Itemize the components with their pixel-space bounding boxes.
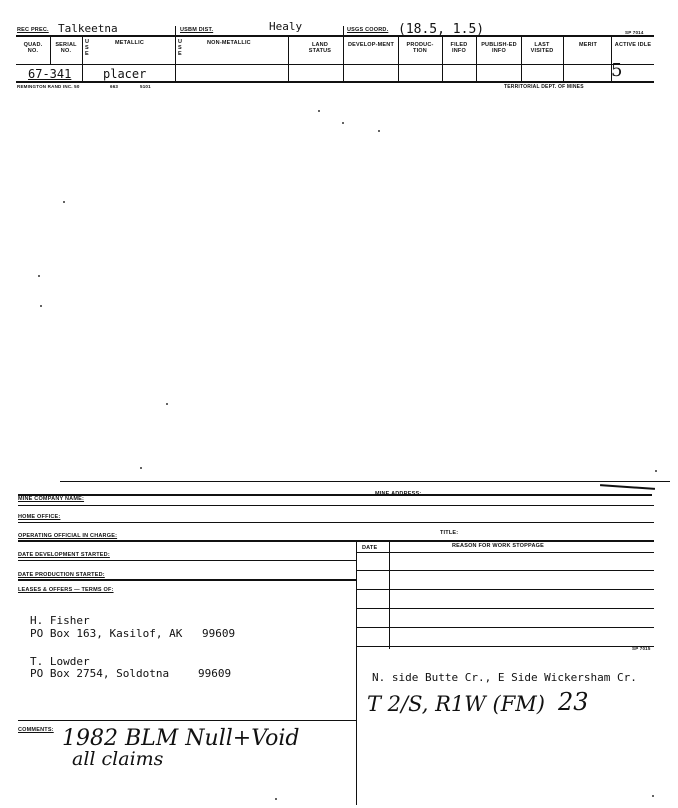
col-non-metallic: NON-METALLIC [207, 40, 251, 46]
scan-speck [378, 130, 380, 132]
table-rule [357, 608, 654, 609]
rec-prec-label: REC PREC. [17, 27, 49, 33]
scan-speck [63, 201, 65, 203]
divider [82, 36, 83, 81]
scan-speck [275, 798, 277, 800]
rule [18, 560, 356, 561]
col-quad-no: QUAD. NO. [23, 42, 43, 54]
rule [18, 522, 654, 523]
top-rule [16, 35, 654, 37]
divider [288, 36, 289, 81]
owner-1-zip: 99609 [202, 627, 236, 640]
footer-left: REMINGTON RAND INC. 50 [17, 84, 80, 89]
scan-speck [655, 470, 657, 472]
usgs-coord-label: USGS COORD. [347, 27, 389, 33]
reason-col-label: REASON FOR WORK STOPPAGE [452, 543, 544, 549]
owner-2-name: T. Lowder [30, 655, 90, 668]
col-filed-info: FILED INFO [450, 42, 468, 54]
scribble-line [600, 484, 655, 490]
mid-rule [16, 64, 654, 65]
location-note: N. side Butte Cr., E Side Wickersham Cr. [372, 671, 637, 684]
form-code-bottom: SP 7015 [632, 646, 651, 651]
date-col-divider [389, 541, 390, 649]
footer-mid-1: 663 [110, 84, 119, 89]
col-production: PRODUC-TION [406, 42, 434, 54]
col-use-1: U S E [85, 39, 90, 57]
rule [18, 579, 356, 581]
divider [521, 36, 522, 81]
rule [18, 505, 654, 506]
active-idle-value: 5 [611, 60, 623, 81]
col-development: DEVELOP-MENT [347, 42, 395, 48]
bottom-card-top-rule [60, 481, 670, 482]
mine-address-label: MINE ADDRESS: [375, 491, 422, 497]
usgs-coord-value: (18.5, 1.5) [398, 22, 485, 37]
township-note: T 2/S, R1W (FM) [367, 692, 545, 716]
company-rule [18, 494, 652, 496]
col-serial-no: SERIAL NO. [55, 42, 77, 54]
table-rule [357, 646, 654, 647]
title-label: TITLE: [440, 530, 459, 536]
col-active-idle: ACTIVE IDLE [614, 42, 652, 48]
col-published-info: PUBLISH-ED INFO [481, 42, 517, 54]
scan-speck [342, 122, 344, 124]
bottom-rule [16, 81, 654, 83]
table-rule [357, 570, 654, 571]
rule [18, 720, 356, 721]
col-use-2: U S E [178, 39, 183, 57]
quad-serial-value: 67-341 [28, 67, 72, 81]
date-col-label: DATE [362, 545, 378, 551]
scan-speck [38, 275, 40, 277]
township-num: 23 [558, 688, 589, 716]
col-last-visited: LAST VISITED [530, 42, 554, 54]
table-rule [357, 627, 654, 628]
table-rule [357, 552, 654, 553]
divider [442, 36, 443, 81]
owner-1-address: PO Box 163, Kasilof, AK [30, 627, 183, 640]
divider [398, 36, 399, 81]
scan-speck [40, 305, 42, 307]
leases-label: LEASES & OFFERS — TERMS OF: [18, 587, 114, 593]
comment-line-2: all claims [72, 748, 164, 770]
scan-speck [140, 467, 142, 469]
rec-prec-value: Talkeetna [58, 22, 118, 35]
owner-2-address: PO Box 2754, Soldotna [30, 667, 170, 680]
operating-official-label: OPERATING OFFICIAL IN CHARGE: [18, 533, 118, 539]
mine-company-name-label: MINE COMPANY NAME: [18, 496, 85, 502]
col-land-status: LAND STATUS [308, 42, 332, 54]
divider [563, 36, 564, 81]
col-merit: MERIT [578, 42, 598, 48]
home-office-label: HOME OFFICE: [18, 514, 61, 520]
center-divider [356, 541, 357, 805]
form-code-top: SP 7014 [625, 30, 644, 35]
scan-speck [166, 403, 168, 405]
scan-speck [318, 110, 320, 112]
footer-right: TERRITORIAL DEPT. OF MINES [504, 84, 584, 90]
usbm-dist-label: USBM DIST. [180, 27, 214, 33]
owner-2-zip: 99609 [198, 667, 232, 680]
owner-1-name: H. Fisher [30, 614, 90, 627]
date-dev-started-label: DATE DEVELOPMENT STARTED: [18, 552, 110, 558]
metallic-value: placer [103, 67, 147, 81]
scan-speck [652, 795, 654, 797]
usbm-dist-value: Healy [269, 20, 303, 33]
divider [476, 36, 477, 81]
col-metallic: METALLIC [115, 40, 144, 46]
comment-line-1: 1982 BLM Null+Void [62, 726, 300, 751]
date-prod-started-label: DATE PRODUCTION STARTED: [18, 572, 105, 578]
rule [18, 540, 654, 542]
table-rule [357, 589, 654, 590]
divider [343, 26, 344, 81]
divider [175, 26, 176, 81]
comments-label: COMMENTS: [18, 727, 54, 733]
footer-mid-2: 5101 [140, 84, 151, 89]
